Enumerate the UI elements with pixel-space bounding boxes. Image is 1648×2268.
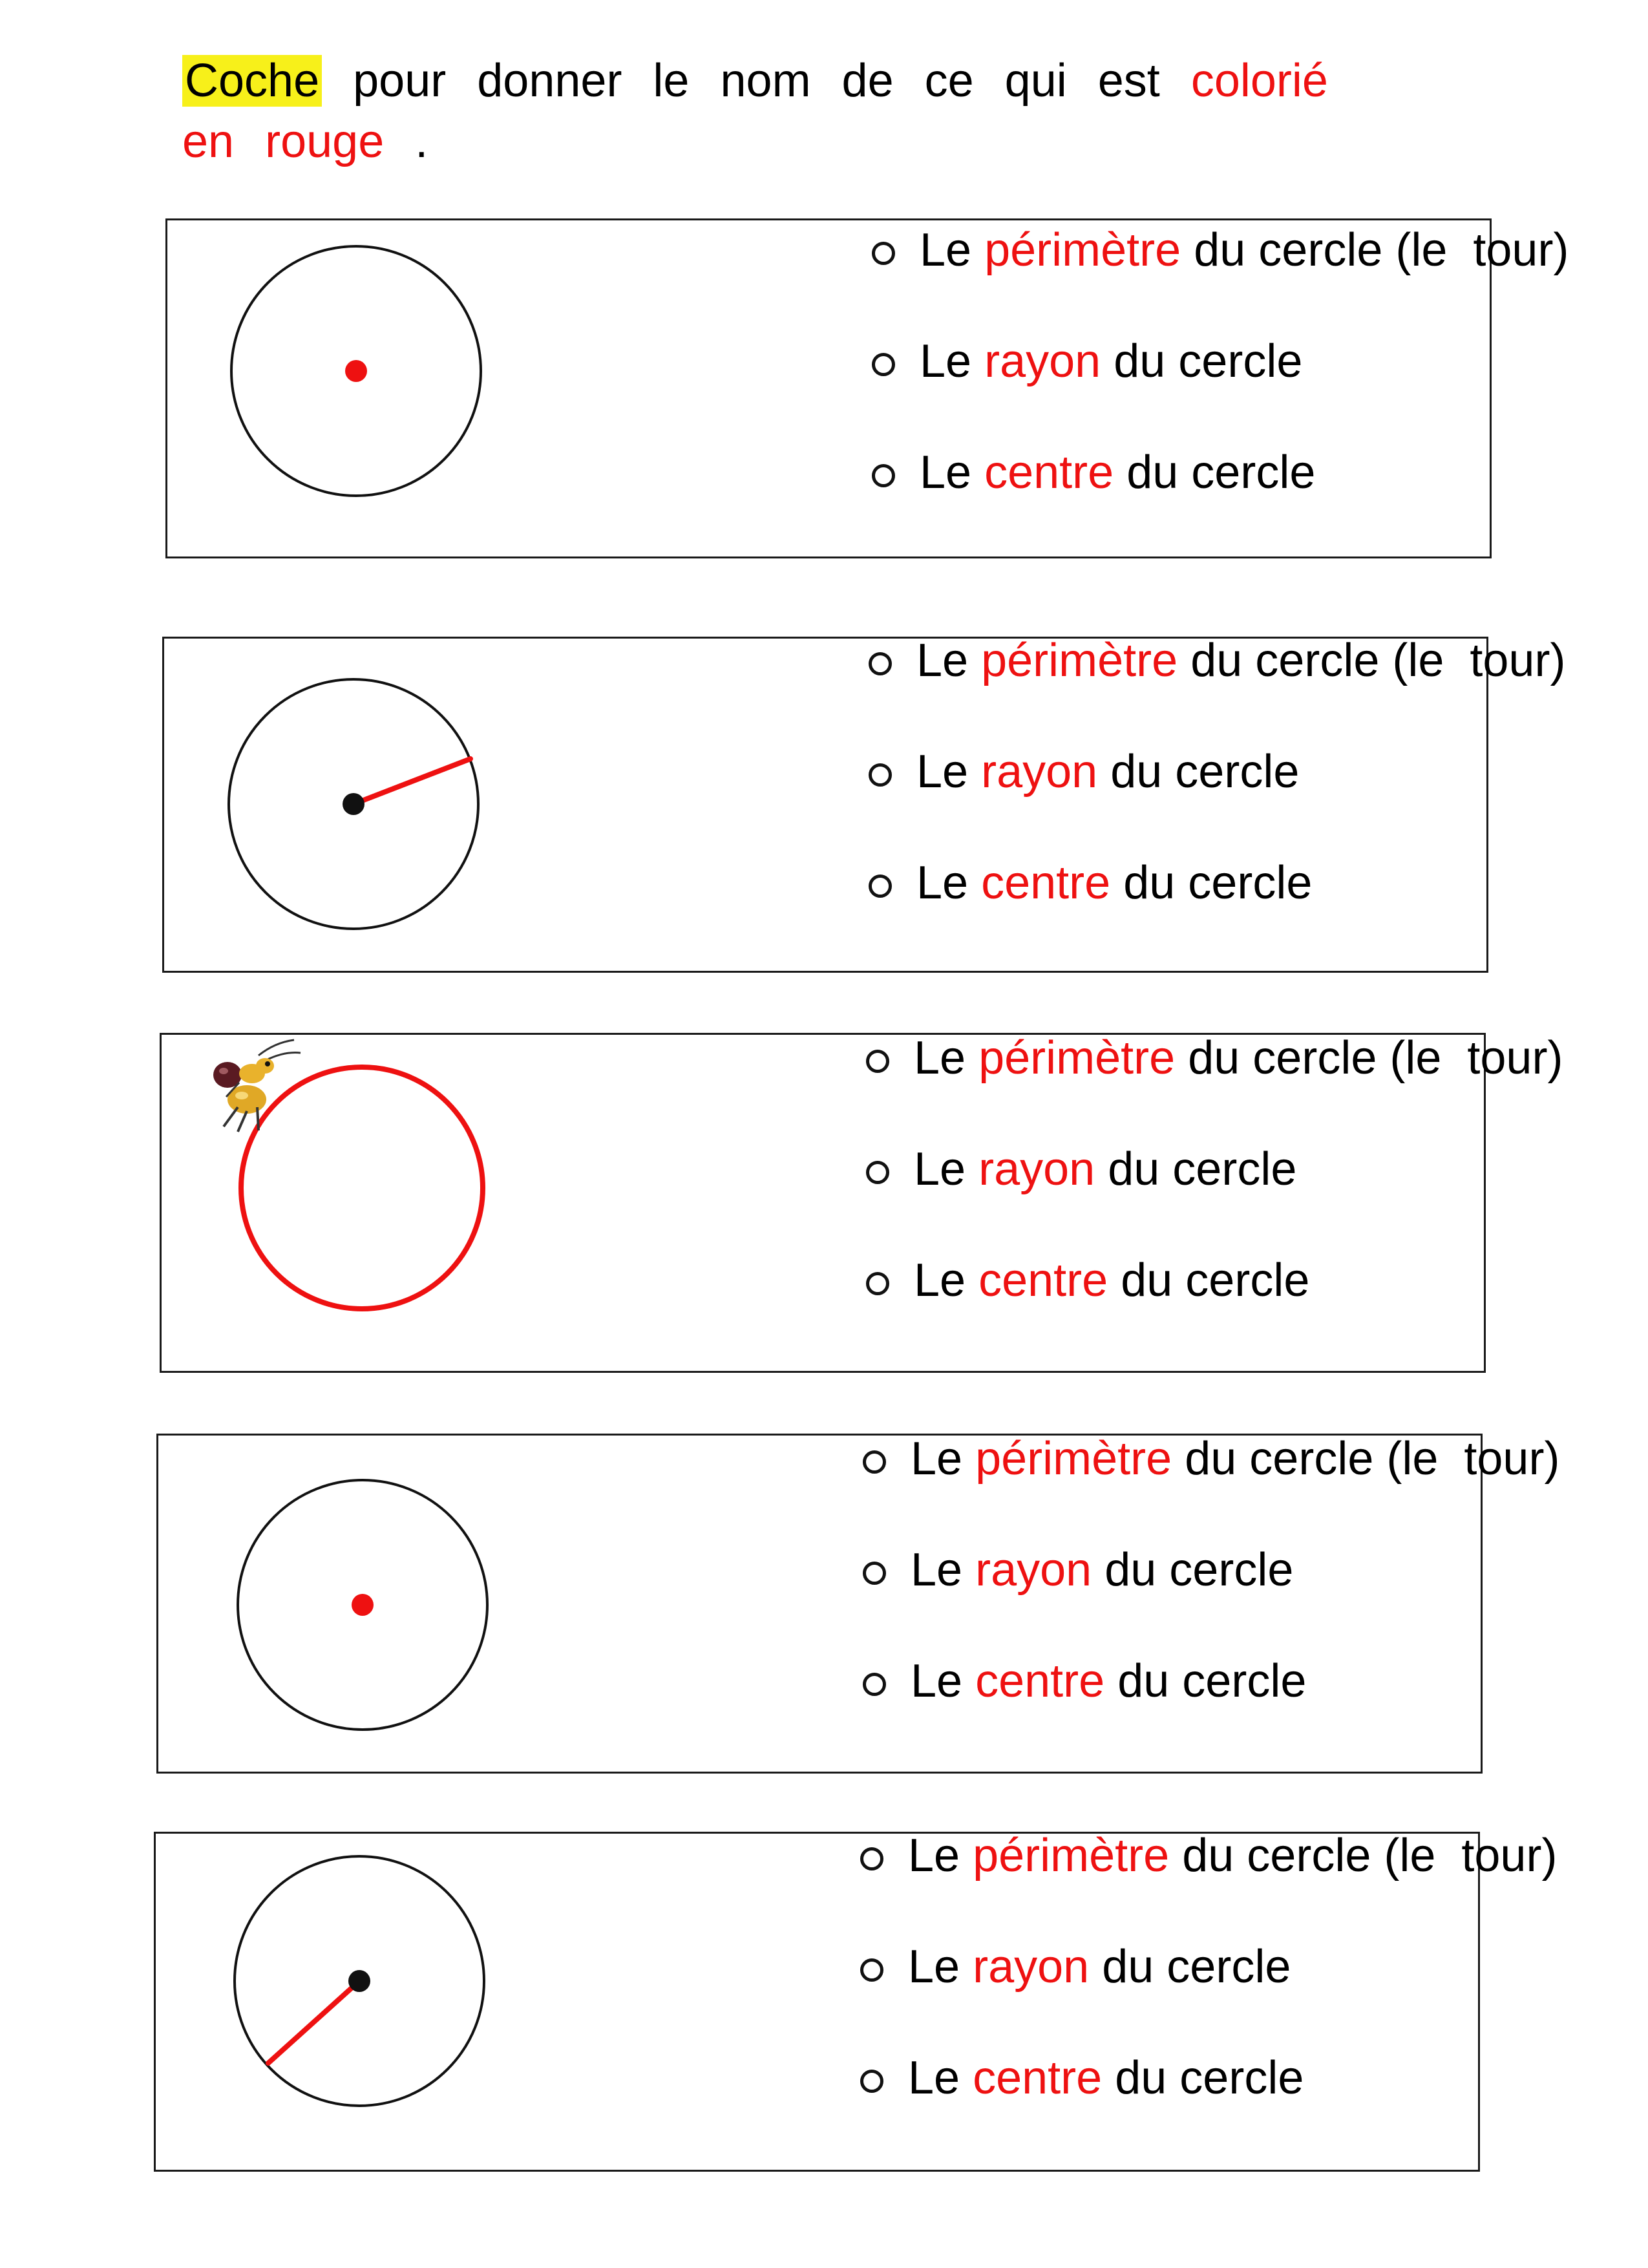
radio-circle-icon[interactable] [860, 1847, 883, 1871]
option-list-5 [860, 1823, 1557, 2110]
exercise-card-3 [160, 1032, 1563, 1373]
option-centre[interactable]: Le centre du cercle [860, 2046, 1557, 2110]
radio-circle-icon[interactable] [860, 2070, 883, 2093]
option-perimetre[interactable]: Le périmètre du cercle (le tour) [866, 1026, 1563, 1090]
option-perimetre[interactable]: Le périmètre du cercle (le tour) [869, 628, 1565, 693]
instruction-highlight: Coche [182, 55, 322, 107]
radio-circle-icon[interactable] [869, 874, 892, 898]
radio-circle-icon[interactable] [863, 1450, 886, 1474]
instruction-end: . [384, 116, 428, 167]
option-rayon[interactable]: Le rayon du cercle [860, 1934, 1557, 1999]
option-rayon[interactable]: Le rayon du cercle [869, 739, 1565, 804]
option-rayon[interactable]: Le rayon du cercle [863, 1538, 1559, 1602]
center-dot [348, 1970, 370, 1992]
center-dot [345, 360, 367, 382]
exercise-card-5 [154, 1830, 1558, 2172]
ant-icon [213, 1040, 301, 1132]
option-list-4 [863, 1426, 1559, 1713]
option-rayon[interactable]: Le rayon du cercle [872, 329, 1569, 394]
exercise-card-1 [165, 218, 1569, 558]
option-rayon[interactable]: Le rayon du cercle [866, 1137, 1563, 1202]
radio-circle-icon[interactable] [860, 1958, 883, 1982]
radius-line [354, 759, 470, 804]
radio-circle-icon[interactable] [866, 1272, 889, 1295]
option-centre[interactable]: Le centre du cercle [863, 1649, 1559, 1713]
option-perimetre[interactable]: Le périmètre du cercle (le tour) [860, 1823, 1557, 1888]
option-perimetre[interactable]: Le périmètre du cercle (le tour) [863, 1426, 1559, 1491]
instruction-middle: pour donner le nom de ce qui est [322, 55, 1191, 107]
radio-circle-icon[interactable] [872, 353, 895, 376]
circle-figure-3 [162, 1035, 523, 1371]
exercise-card-2 [162, 635, 1566, 973]
option-list-2 [869, 628, 1565, 915]
radio-circle-icon[interactable] [869, 763, 892, 787]
option-list-1 [872, 218, 1569, 505]
radio-circle-icon[interactable] [866, 1050, 889, 1073]
radio-circle-icon[interactable] [866, 1161, 889, 1184]
radio-circle-icon[interactable] [872, 242, 895, 265]
radio-circle-icon[interactable] [872, 464, 895, 487]
perimeter-circle [241, 1067, 483, 1309]
radio-circle-icon[interactable] [863, 1562, 886, 1585]
circle-figure-5 [156, 1834, 518, 2170]
exercise-card-4 [156, 1433, 1560, 1774]
radio-circle-icon[interactable] [869, 652, 892, 675]
center-dot [343, 793, 364, 815]
option-list-3 [866, 1026, 1563, 1313]
option-perimetre[interactable]: Le périmètre du cercle (le tour) [872, 218, 1569, 282]
circle-figure-4 [158, 1436, 520, 1772]
option-centre[interactable]: Le centre du cercle [866, 1248, 1563, 1313]
circle-figure-1 [167, 220, 529, 556]
instruction-text [182, 50, 1410, 172]
center-dot [352, 1594, 374, 1616]
option-centre[interactable]: Le centre du cercle [869, 851, 1565, 915]
circle-figure-2 [164, 639, 526, 975]
option-centre[interactable]: Le centre du cercle [872, 440, 1569, 505]
radio-circle-icon[interactable] [863, 1673, 886, 1696]
radius-line [268, 1981, 359, 2063]
instruction-red-text: colorié en rouge [182, 55, 1328, 167]
